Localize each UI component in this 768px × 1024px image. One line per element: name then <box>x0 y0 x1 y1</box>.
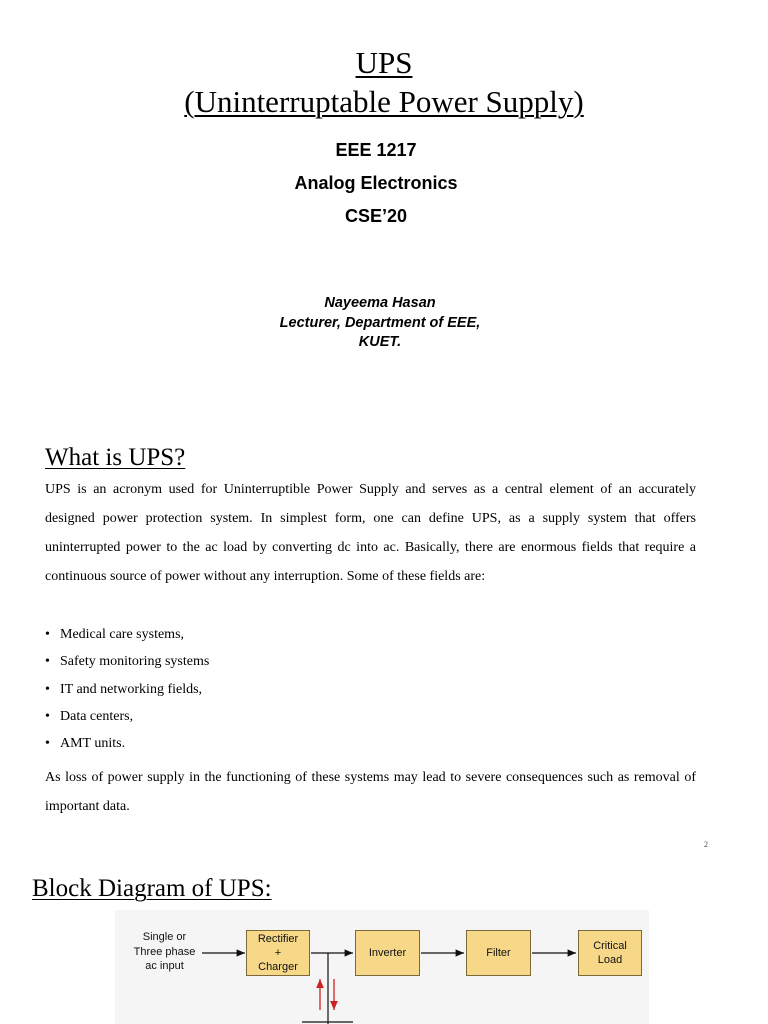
list-item: • Medical care systems, <box>45 621 209 648</box>
page-number: 2 <box>704 840 708 849</box>
rectifier-charger-block <box>246 930 310 976</box>
section-heading-block-diagram: Block Diagram of UPS: <box>32 875 272 902</box>
ac-input-line-3: ac input <box>145 960 184 972</box>
fields-list <box>45 621 209 757</box>
rectifier-label: Rectifier <box>257 933 299 945</box>
critical-label: Critical <box>593 940 627 952</box>
author-position: Lecturer, Department of EEE, <box>279 315 481 331</box>
course-code: EEE 1217 <box>335 140 417 160</box>
doc-subtitle: (Uninterruptable Power Supply) <box>184 84 584 119</box>
conclusion-paragraph: As loss of power supply in the functioning of these systems may lead to severe consequences such as removal of important data. <box>45 770 696 814</box>
list-item: • Data centers, <box>45 703 209 730</box>
list-item: • AMT units. <box>45 730 209 757</box>
filter-block: Filter <box>466 930 531 976</box>
ac-input-line-1: Single or <box>142 931 187 943</box>
intro-paragraph: UPS is an acronym used for Uninterruptible Power Supply and serves as a central element of an accurately designed power protection system. In simplest form, one can define UPS, as a supply system that offers uninterrupted power to the ac load by converting dc into ac. Basically, there are enormous fields that require a continuous source of power without any interruption. Some of these fields are: <box>45 482 696 584</box>
rectifier-plus: + <box>274 947 282 959</box>
course-batch: CSE’20 <box>344 206 408 226</box>
ups-block-diagram <box>115 910 649 1024</box>
section-heading-what-is-ups: What is UPS? <box>45 444 186 471</box>
list-item: • Safety monitoring systems <box>45 648 209 675</box>
ac-input-line-2: Three phase <box>133 945 196 958</box>
course-name: Analog Electronics <box>294 173 458 193</box>
list-item: • IT and networking fields, <box>45 676 209 703</box>
author-institution: KUET. <box>358 334 402 350</box>
inverter-block: Inverter <box>355 930 420 976</box>
load-label: Load <box>597 954 623 966</box>
doc-title: UPS <box>355 45 413 80</box>
critical-load-block <box>578 930 642 976</box>
author-name: Nayeema Hasan <box>324 295 436 311</box>
charger-label: Charger <box>258 961 298 973</box>
